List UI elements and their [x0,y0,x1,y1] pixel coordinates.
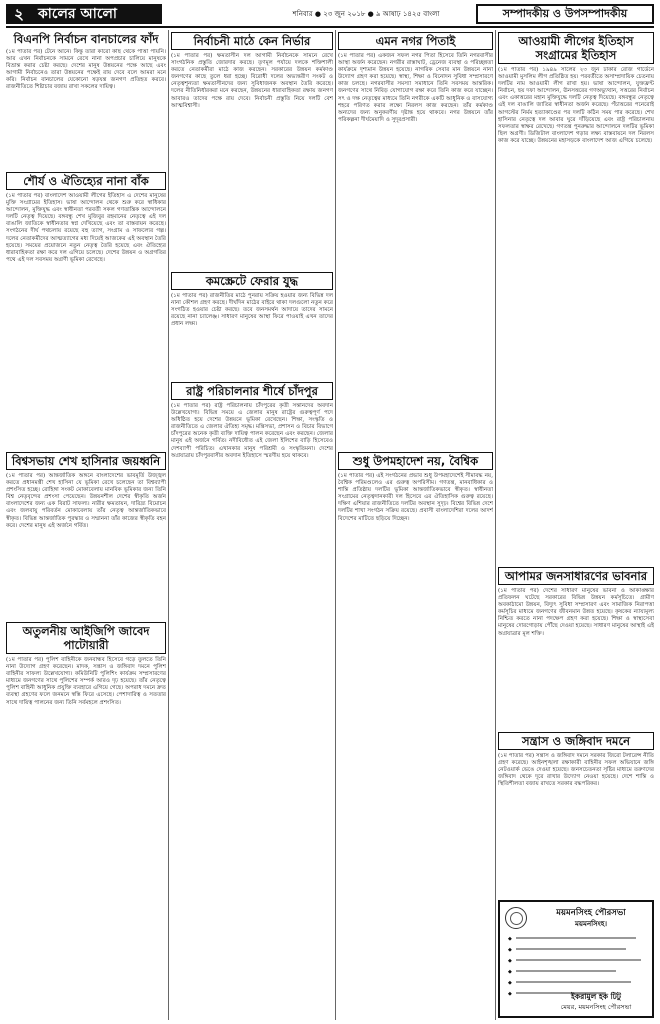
article-city-father [338,30,493,450]
article-body: (১ম পাতার পর) একজন সফল নগর পিতা হিসেবে তিনি নগরবাসীর আস্থা অর্জন করেছেন। নগরীর রাস্তাঘাট, ড্রেনেজ ব্যবস্থা ও পরিচ্ছন্নতা কার্যক্রমে দৃশ্যমান উন্নয়ন হয়েছে। নাগরিক সেবার মান উন্নয়নে নানা উদ্যোগ গ্রহণ করা হয়েছে। স্বাস্থ্য, শিক্ষা ও বিনোদন সুবিধা সম্প্রসারণে কাজ চলছে। নগরবাসীর সমস্যা সমাধানে তিনি সবসময় আন্তরিক। জনগণের সাথে নিবিড় যোগাযোগ রক্ষা করে তিনি কাজ করে যাচ্ছেন। সৎ ও দক্ষ নেতৃত্বের মাধ্যমে তিনি নগরীকে একটি আধুনিক ও বাসযোগ্য শহরে পরিণত করার লক্ষ্যে নিরলস কাজ করছেন। তাঁর কর্মকাণ্ড অন্যদের জন্য অনুকরণীয় দৃষ্টান্ত হয়ে থাকবে। নগর উন্নয়নে তাঁর পরিকল্পনা দীর্ঘমেয়াদি ও সুদূরপ্রসারী। [338,53,493,123]
ad-role: মেয়র [560,1003,575,1011]
ad-subtitle: ময়মনসিংহ। [575,920,607,928]
article-headline: শৌর্য ও ঐতিহ্যের নানা বাঁক [6,172,166,190]
article-body: (১ম পাতার পর) ক্ষমতাসীন দল আগামী নির্বাচনকে সামনে রেখে সাংগঠনিক প্রস্তুতি জোরদার করছে। তৃণমূল পর্যায়ে দলকে শক্তিশালী করতে নেতাকর্মীরা মাঠে কাজ করছেন। সরকারের উন্নয়ন কর্মকাণ্ড জনগণের কাছে তুলে ধরা হচ্ছে। বিরোধী দলের অভ্যন্তরীণ সংকট ও নেতৃত্বশূন্যতা ক্ষমতাসীনদের জন্য সুবিধাজনক অবস্থান তৈরি করেছে। দলের নীতিনির্ধারকরা মনে করছেন, উন্নয়নের ধারাবাহিকতা রক্ষায় জনগণ আবারও তাদের পক্ষে রায় দেবে। নির্বাচনী প্রস্তুতি নিয়ে দলটি বেশ আত্মবিশ্বাসী। [171,53,333,109]
column-2 [171,30,333,1020]
column-1 [6,30,166,1020]
paper-name: কালের আলো [32,4,162,24]
article-awami-history [498,30,654,565]
article-headline: শুধু উপমহাদেশ নয়, বৈশ্বিক [338,452,493,470]
column-divider [168,30,169,1020]
article-return-fight [171,270,333,380]
article-terrorism [498,730,654,895]
article-headline: সন্ত্রাস ও জঙ্গিবাদ দমনে [498,732,654,750]
article-public-thoughts [498,565,654,730]
municipality-seal-icon [505,907,527,929]
article-global [338,450,493,1020]
article-body: (১ম পাতার পর) এই সংগঠনের প্রভাব শুধু উপমহাদেশেই সীমাবদ্ধ নয়, বৈশ্বিক পরিমণ্ডলেও এর গুরুত্ব অপরিসীম। গণতন্ত্র, মানবাধিকার ও শান্তি প্রতিষ্ঠায় দলটির ভূমিকা আন্তর্জাতিকভাবে স্বীকৃত। স্বাধীনতা সংগ্রামের নেতৃত্বদানকারী দল হিসেবে এর ঐতিহাসিক গুরুত্ব রয়েছে। দক্ষিণ এশিয়ার রাজনীতিতে দলটির অবস্থান সুদৃঢ়। বিশ্বের বিভিন্ন দেশে দলটির শাখা সংগঠন সক্রিয় রয়েছে। প্রবাসী বাংলাদেশিরা দলের আদর্শ বিদেশের মাটিতে ছড়িয়ে দিচ্ছেন। [338,473,493,522]
article-headline: রাষ্ট্র পরিচালনার শীর্ষে চাঁদপুর [171,382,333,400]
page-number: ২ [6,4,32,24]
article-headline: এমন নগর পিতাই [338,32,493,50]
article-igp [6,620,166,1020]
article-headline: কমস্ক্রেটে ফেরার যুদ্ধ [171,272,333,290]
ad-bullet [508,981,648,989]
ad-bullet [508,970,648,978]
ad-signer-role: মেয়র, ময়মনসিংহ পৌরসভা [560,1003,632,1011]
article-body: (১ম পাতার পর) আন্তর্জাতিক অঙ্গনে বাংলাদেশের ভাবমূর্তি উজ্জ্বল করতে প্রধানমন্ত্রী শেখ হাসিনা যে ভূমিকা রেখে চলেছেন তা বিশ্বব্যাপী প্রশংসিত হচ্ছে। রোহিঙ্গা সংকট মোকাবেলায় মানবিক ভূমিকার জন্য তিনি বিশ্ব নেতৃবৃন্দের প্রশংসা পেয়েছেন। উন্নয়নশীল দেশের স্বীকৃতি অর্জন বাংলাদেশের জন্য এক বিরাট সাফল্য। নারীর ক্ষমতায়ন, দারিদ্র্য বিমোচন এবং জলবায়ু পরিবর্তন মোকাবেলায় তাঁর নেতৃত্ব আন্তর্জাতিকভাবে স্বীকৃত। বিভিন্ন আন্তর্জাতিক পুরস্কার ও সম্মাননা তাঁর কাজের স্বীকৃতি বহন করে। দেশের মানুষ এই অর্জনে গর্বিত। [6,473,166,529]
column-3 [338,30,493,1020]
section-title: সম্পাদকীয় ও উপসম্পাদকীয় [476,4,654,24]
column-4 [498,30,654,1020]
article-bnp-trap [6,30,166,170]
article-body: (১ম পাতার পর) বাংলাদেশ আওয়ামী লীগের ইতিহাস এ দেশের মানুষের মুক্তি সংগ্রামের ইতিহাস। ভাষা আন্দোলন থেকে শুরু করে স্বাধিকার আন্দোলন, মুক্তিযুদ্ধ এবং স্বাধীনতা পরবর্তী সকল গণতান্ত্রিক আন্দোলনে দলটি নেতৃত্ব দিয়েছে। বঙ্গবন্ধু শেখ মুজিবুর রহমানের নেতৃত্বে এই দল বাঙালি জাতিকে স্বাধীনতার স্বপ্ন দেখিয়েছে এবং তা বাস্তবায়ন করেছে। সংগঠনের দীর্ঘ পথচলায় রয়েছে বহু ত্যাগ, সংগ্রাম ও সাফল্যের গল্প। দলের নেতাকর্মীদের আত্মত্যাগের মধ্য দিয়েই আজকের এই অবস্থান তৈরি হয়েছে। সময়ের প্রয়োজনে নতুন নেতৃত্ব তৈরি হয়েছে এবং ঐতিহ্যের ধারাবাহিকতা রক্ষা করে দল এগিয়ে চলেছে। দেশের উন্নয়ন ও অগ্রগতির পথে এই দল সবসময় অগ্রণী ভূমিকা রেখেছে। [6,193,166,263]
article-body: (১ম পাতার পর) পুলিশ বাহিনীকে জনবান্ধব হিসেবে গড়ে তুলতে তিনি নানা উদ্যোগ গ্রহণ করেছেন। মাদক, সন্ত্রাস ও জঙ্গিবাদ দমনে পুলিশ বাহিনীর সাফল্য উল্লেখযোগ্য। কমিউনিটি পুলিশিং কার্যক্রম সম্প্রসারণের মাধ্যমে জনগণের সাথে পুলিশের সম্পর্ক আরও দৃঢ় হয়েছে। তাঁর নেতৃত্বে পুলিশ বাহিনী আধুনিক প্রযুক্তি ব্যবহারে এগিয়ে গেছে। অপরাধ দমনে দ্রুত ব্যবস্থা গ্রহণের ফলে জনমনে স্বস্তি ফিরে এসেছে। পেশাদারিত্ব ও সততার সাথে দায়িত্ব পালনের জন্য তিনি সর্বমহলে প্রশংসিত। [6,657,166,706]
article-headline: বিশ্বসভায় শেখ হাসিনার জয়ধ্বনি [6,452,166,470]
column-divider [495,30,496,1020]
ad-bullet [508,959,648,967]
article-headline: বিএনপি নির্বাচন বানচালের ফাঁদ [13,32,159,46]
column-divider [335,30,336,1020]
date-line: শনিবার ● ২৩ জুন ২০১৮ ● ৯ আষাঢ় ১৪২৫ বাংলা [292,10,440,18]
article-tradition [6,170,166,450]
municipality-ad [498,900,654,1018]
article-election-field [171,30,333,270]
ad-bullet [508,937,648,945]
masthead [6,4,654,24]
article-body: (১ম পাতার পর) টেনে আনে। কিন্তু তারা কারো কাছ থেকে পাত্তা পায়নি। আর এখন নির্বাচনকে সামনে রেখে নানা অপপ্রচার চালিয়ে মানুষকে বিভ্রান্ত করার চেষ্টা করছে। দেশের মানুষ উন্নয়নের পক্ষে আছে এবং আগামী নির্বাচনেও তারা উন্নয়নের পক্ষেই রায় দেবে বলে আমরা মনে করি। নির্বাচন বানচালের যেকোনো ষড়যন্ত্র জনগণ প্রতিহত করবে। রাজনীতিতে শিষ্টাচার বজায় রাখা সকলের দায়িত্ব। [6,49,166,91]
article-chandpur [171,380,333,1020]
article-headline: অতুলনীয় আইজিপি জাবেদ পাটোয়ারী [6,622,166,654]
article-body: (১ম পাতার পর) সন্ত্রাস ও জঙ্গিবাদ দমনে সরকার জিরো টলারেন্স নীতি গ্রহণ করেছে। আইনশৃঙ্খলা রক্ষাকারী বাহিনীর সফল অভিযানে জঙ্গি নেটওয়ার্ক ভেঙে দেওয়া হয়েছে। জনসচেতনতা সৃষ্টির মাধ্যমে তরুণদের জঙ্গিবাদ থেকে দূরে রাখার উদ্যোগ নেওয়া হয়েছে। দেশে শান্তি ও স্থিতিশীলতা বজায় রাখতে সরকার বদ্ধপরিকর। [498,753,654,788]
article-world-stage [6,450,166,620]
ad-signer: ইকরামুল হক টিটু [571,992,621,1001]
masthead-rule [6,26,654,28]
ad-org: ময়মনসিংহ পৌরসভা [578,1003,632,1011]
article-body: (১ম পাতার পর) দেশের সাধারণ মানুষের ভাবনা ও আকাঙ্ক্ষার প্রতিফলন ঘটেছে সরকারের বিভিন্ন উন্নয়ন কর্মসূচিতে। গ্রামীণ অবকাঠামো উন্নয়ন, বিদ্যুৎ সুবিধা সম্প্রসারণ এবং সামাজিক নিরাপত্তা কর্মসূচির মাধ্যমে জনগণের জীবনমান উন্নত হয়েছে। কৃষকের ন্যায্যমূল্য নিশ্চিত করতে নানা পদক্ষেপ গ্রহণ করা হয়েছে। শিক্ষা ও স্বাস্থ্যসেবা মানুষের দোরগোড়ায় পৌঁছে দেওয়া হয়েছে। সাধারণ মানুষের আস্থাই এই অগ্রযাত্রার মূল শক্তি। [498,588,654,637]
article-headline: নির্বাচনী মাঠে কেন নির্ভার [171,32,333,50]
article-headline: আপামর জনসাধারণের ভাবনার [498,567,654,585]
article-body: (১ম পাতার পর) রাষ্ট্র পরিচালনায় চাঁদপুরের কৃতী সন্তানদের অবদান উল্লেখযোগ্য। বিভিন্ন সময়ে এ জেলার মানুষ রাষ্ট্রের গুরুত্বপূর্ণ পদে অধিষ্ঠিত হয়ে দেশের উন্নয়নে ভূমিকা রেখেছেন। শিক্ষা, সংস্কৃতি ও রাজনীতিতে এ জেলার ঐতিহ্য সমৃদ্ধ। মন্ত্রিসভা, প্রশাসন ও বিচার বিভাগে চাঁদপুরের অনেক কৃতী ব্যক্তি দায়িত্ব পালন করেছেন এবং করছেন। জেলার মানুষ এই অর্জনে গর্বিত। নদীবিধৌত এই জেলা ইলিশের বাড়ি হিসেবেও দেশব্যাপী পরিচিত। এখানকার মানুষ পরিশ্রমী ও সংস্কৃতিমনা। দেশের অগ্রযাত্রায় চাঁদপুরবাসীর অবদান ইতিহাসে স্মরণীয় হয়ে থাকবে। [171,403,333,459]
ad-title: ময়মনসিংহ পৌরসভা [556,908,626,918]
article-headline: আওয়ামী লীগের ইতিহাস সংগ্রামের ইতিহাস [498,32,654,64]
article-body: (১ম পাতার পর) রাজনীতির মাঠে পুনরায় সক্রিয় হওয়ার জন্য বিভিন্ন দল নানা কৌশল গ্রহণ করছে। দীর্ঘদিন মাঠের বাইরে থাকা দলগুলো নতুন করে সংগঠিত হওয়ার চেষ্টা করছে। তবে জনসমর্থন আদায়ে তাদের সামনে রয়েছে নানা চ্যালেঞ্জ। সাধারণ মানুষের আস্থা ফিরে পাওয়াই এখন তাদের প্রধান লক্ষ্য। [171,293,333,328]
ad-bullet [508,948,648,956]
article-body: (১ম পাতার পর) ১৯৪৯ সালের ২৩ জুন ঢাকার রোজ গার্ডেনে আওয়ামী মুসলিম লীগ প্রতিষ্ঠিত হয়। পরবর্তীতে অসাম্প্রদায়িক চেতনায় দলটির নাম আওয়ামী লীগ রাখা হয়। ভাষা আন্দোলন, যুক্তফ্রন্ট নির্বাচন, ছয় দফা আন্দোলন, ঊনসত্তরের গণঅভ্যুত্থান, সত্তরের নির্বাচন এবং একাত্তরের মহান মুক্তিযুদ্ধে দলটি নেতৃত্ব দিয়েছে। বঙ্গবন্ধুর নেতৃত্বে এই দল বাঙালি জাতির স্বাধীনতা অর্জন করেছে। পঁচাত্তরের পনেরোই আগস্টের নির্মম হত্যাকাণ্ডের পর দলটি কঠিন সময় পার করেছে। শেখ হাসিনার নেতৃত্বে দল আবার ঘুরে দাঁড়িয়েছে এবং রাষ্ট্র পরিচালনায় সফলতার স্বাক্ষর রেখেছে। গণতন্ত্র পুনরুদ্ধার আন্দোলনে দলটির ভূমিকা ছিল অগ্রণী। ডিজিটাল বাংলাদেশ গড়ার লক্ষ্য বাস্তবায়নে দল নিরলস কাজ করে যাচ্ছে। উন্নয়নের মহাসড়কে বাংলাদেশ আজ এগিয়ে চলেছে। [498,67,654,144]
